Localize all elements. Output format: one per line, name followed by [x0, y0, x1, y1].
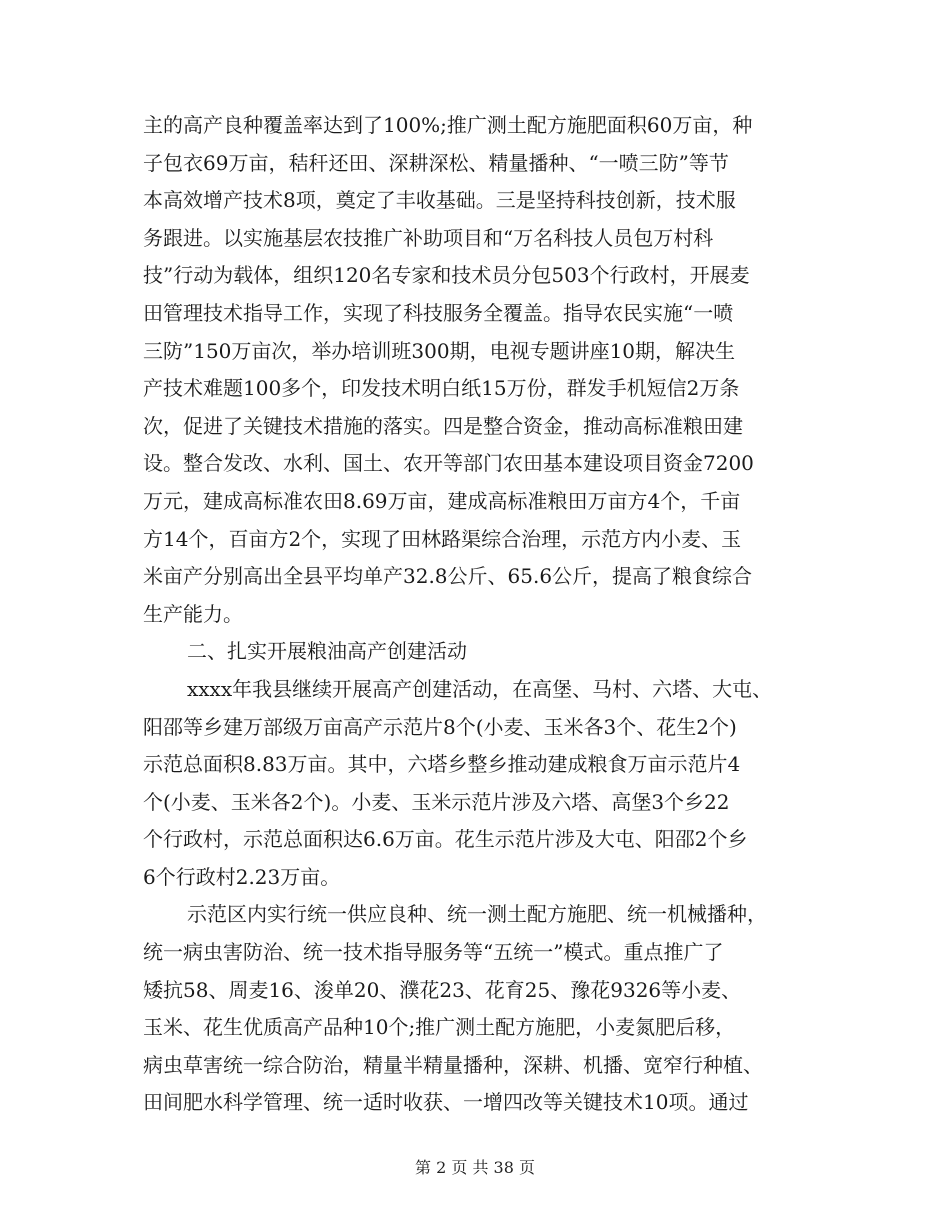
text-line: 统一病虫害防治、统一技术指导服务等“五统一”模式。重点推广了 [143, 940, 724, 965]
text-line: 万元，建成高标准农田8.69万亩，建成高标准粮田万亩方4个，千亩 [143, 488, 741, 513]
text-line: 米亩产分别高出全县平均单产32.8公斤、65.6公斤，提高了粮食综合 [143, 564, 753, 589]
text-line: 6个行政村2.23万亩。 [143, 864, 341, 889]
text-line: 田间肥水科学管理、统一适时收获、一增四改等关键技术10项。通过 [143, 1090, 749, 1115]
text-line: 田管理技术指导工作，实现了科技服务全覆盖。指导农民实施“一喷 [143, 300, 734, 325]
text-line: 技”行动为载体，组织120名专家和技术员分包503个行政村，开展麦 [143, 263, 750, 288]
text-line: 设。整合发改、水利、国土、农开等部门农田基本建设项目资金7200 [143, 451, 754, 476]
body-text [143, 107, 815, 1122]
text-line: 二、扎实开展粮油高产创建活动 [187, 639, 467, 664]
text-line: 个行政村，示范总面积达6.6万亩。花生示范片涉及大屯、阳邵2个乡 [143, 827, 748, 852]
text-line: xxxx年我县继续开展高产创建活动，在高堡、马村、六塔、大屯、 [187, 676, 773, 701]
text-line: 示范总面积8.83万亩。其中，六塔乡整乡推动建成粮食万亩示范片4 [143, 752, 741, 777]
text-line: 生产能力。 [143, 601, 243, 626]
page-number-footer: 第 2 页 共 38 页 [415, 1158, 535, 1177]
text-line: 病虫草害统一综合防治，精量半精量播种，深耕、机播、宽窄行种植、 [143, 1052, 763, 1077]
text-line: 玉米、花生优质高产品种10个;推广测土配方施肥，小麦氮肥后移， [143, 1015, 736, 1040]
text-line: 个(小麦、玉米各2个)。小麦、玉米示范片涉及六塔、高堡3个乡22 [143, 789, 730, 814]
text-line: 主的高产良种覆盖率达到了100%;推广测土配方施肥面积60万亩，种 [143, 113, 753, 137]
text-line: 产技术难题100多个，印发技术明白纸15万份，群发手机短信2万条 [143, 376, 740, 401]
text-line: 三防”150万亩次，举办培训班300期，电视专题讲座10期，解决生 [143, 338, 736, 363]
text-line: 子包衣69万亩，秸秆还田、深耕深松、精量播种、“一喷三防”等节 [143, 150, 729, 175]
text-line: 本高效增产技术8项，奠定了丰收基础。三是坚持科技创新，技术服 [143, 188, 736, 213]
text-line: 示范区内实行统一供应良种、统一测土配方施肥、统一机械播种， [187, 902, 767, 927]
text-line: 矮抗58、周麦16、浚单20、濮花23、花育25、豫花9326等小麦、 [143, 977, 742, 1002]
text-line: 方14个，百亩方2个，实现了田林路渠综合治理，示范方内小麦、玉 [143, 526, 742, 551]
text-line: 次，促进了关键技术措施的落实。四是整合资金，推动高标准粮田建 [143, 413, 743, 438]
text-line: 阳邵等乡建万部级万亩高产示范片8个(小麦、玉米各3个、花生2个) [143, 714, 737, 739]
text-line: 务跟进。以实施基层农技推广补助项目和“万名科技人员包万村科 [143, 225, 714, 250]
